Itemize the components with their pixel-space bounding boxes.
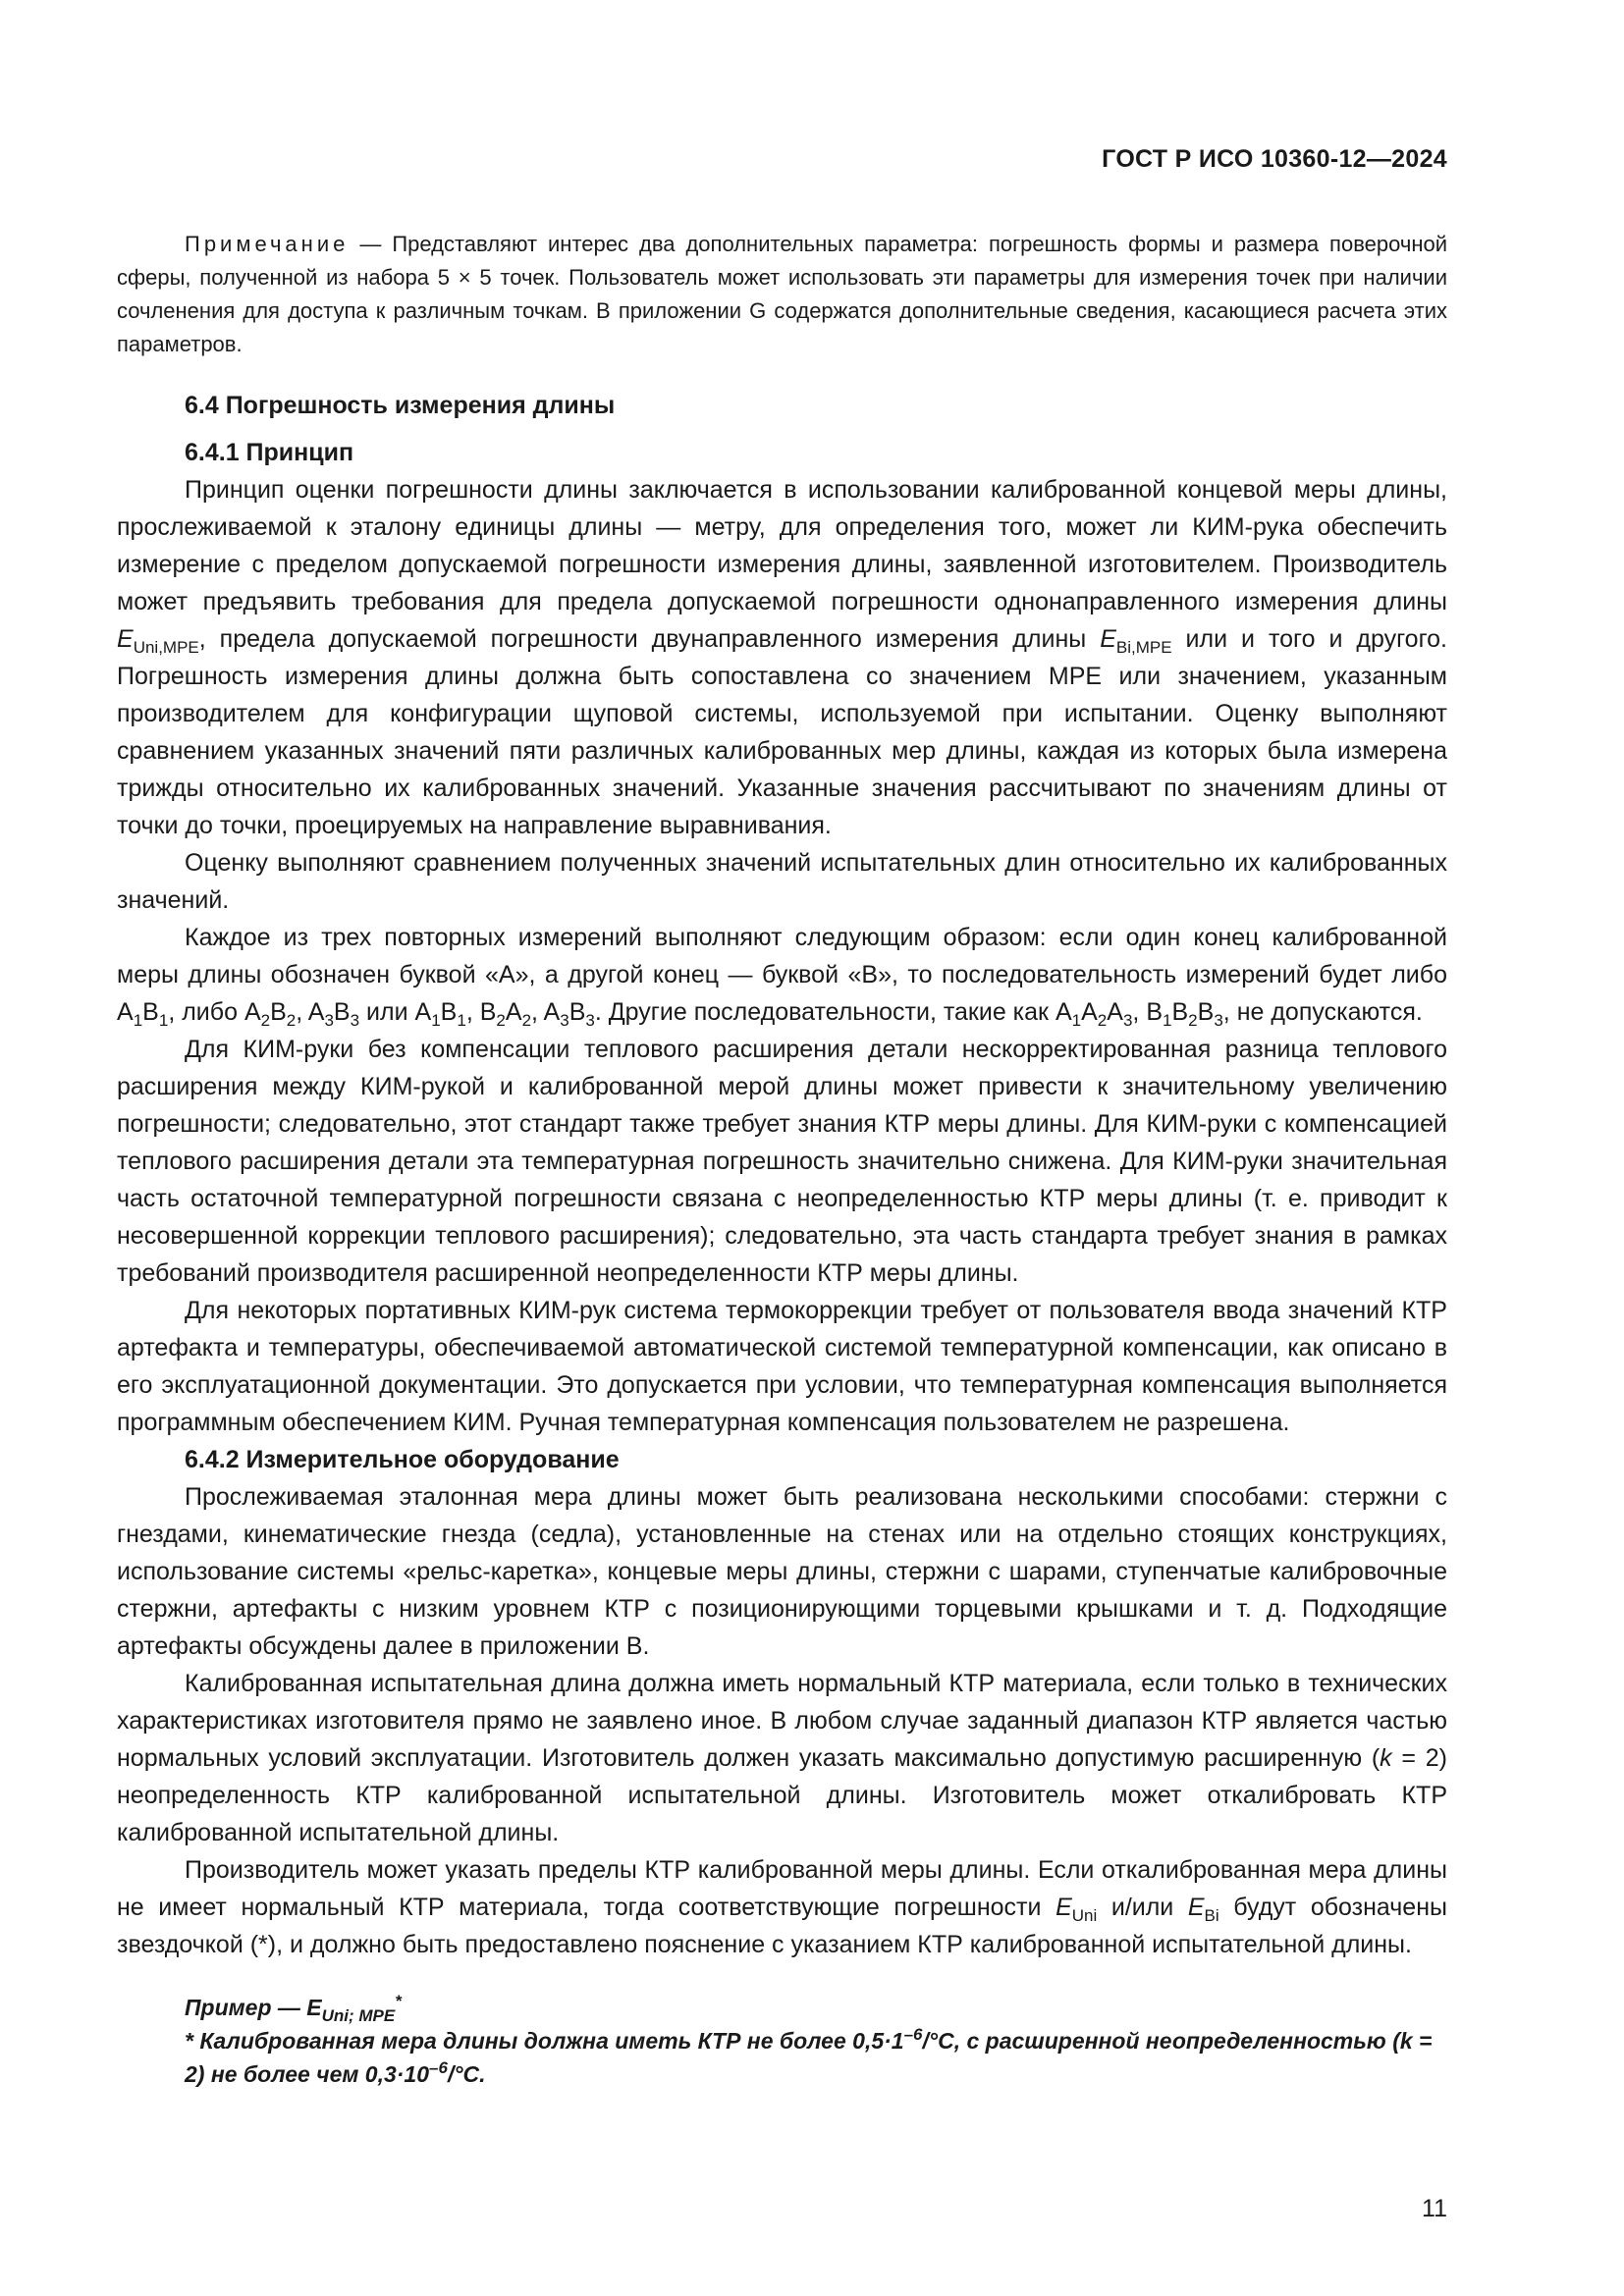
- text-run: . Другие последовательности, такие как: [594, 998, 1056, 1026]
- symbol-e-bi-mpe: [1100, 625, 1116, 653]
- text-run: будут обозначены звездочкой (*), и должно быть предоставлено пояснение с указанием КТР калиброванной испытательной длины.: [117, 1894, 1447, 1958]
- symbol-subscript: Uni: [1071, 1906, 1098, 1925]
- example-label-subscript: Uni; MPE: [321, 2006, 396, 2025]
- text-run: , либо: [168, 998, 244, 1026]
- example-block: [117, 1991, 1447, 2091]
- section-6-4-title: 6.4 Погрешность измерения длины: [185, 392, 616, 419]
- symbol-subscript: Bi: [1204, 1906, 1219, 1925]
- text-run: Калиброванная испытательная длина должна иметь нормальный КТР материала, если только в технических характеристиках изготовителя прямо не заявлено иное. В любом случае заданный диапазон КТР является частью нормальных условий эксплуатации. Изготовитель должен указать максимально допустимую расширенную (: [117, 1670, 1447, 1772]
- example-label: [117, 1991, 1447, 2024]
- sequence-label: $A_3B_3$: [543, 998, 595, 1030]
- symbol-letter: E: [1056, 1894, 1072, 1921]
- example-label-superscript: *: [395, 1992, 402, 2010]
- section-6-4-2-title: 6.4.2 Измерительное оборудование: [185, 1446, 620, 1473]
- example-text-run: /°C.: [447, 2061, 486, 2087]
- symbol-subscript: Bi,MPE: [1115, 638, 1172, 657]
- principle-paragraph-1: [117, 471, 1447, 844]
- note-label: Примечание: [185, 232, 350, 256]
- example-exponent: –6: [429, 2058, 448, 2077]
- sequence-label: $B_1B_2B_3$: [1146, 998, 1223, 1030]
- example-exponent: –6: [903, 2025, 923, 2044]
- text-run: ,: [1132, 998, 1147, 1026]
- text-run: или: [359, 998, 415, 1026]
- sequence-label: $A_3B_3$: [307, 998, 360, 1030]
- page-number: 11: [1422, 2195, 1447, 2222]
- symbol-letter: E: [1100, 625, 1116, 653]
- equipment-paragraph-1: Прослеживаемая эталонная мера длины может быть реализована несколькими способами: стержни с гнездами, кинематические гнезда (седла), установленные на стенах или на отдельно стоящих конструкциях, использование системы «рельс-каретка», концевые меры длины, стержни с шарами, ступенчатые калибровочные стержни, артефакты с низким уровнем КТР с позиционирующими торцевыми крышками и т. д. Подходящие артефакты обсуждены далее в приложении B.: [117, 1483, 1447, 1660]
- note-dash: —: [349, 232, 393, 256]
- text-run: ,: [296, 998, 308, 1026]
- symbol-letter: E: [1187, 1894, 1205, 1921]
- equipment-paragraph-2: [117, 1665, 1447, 1851]
- text-run: , предела допускаемой погрешности двунаправленного измерения длины: [198, 625, 1101, 653]
- example-text-run: * Калиброванная мера длины должна иметь КТР не более 0,5·1: [185, 2028, 904, 2054]
- principle-paragraph-3: [117, 919, 1447, 1031]
- sequence-label: $A_1A_2A_3$: [1055, 998, 1133, 1030]
- principle-paragraph-4: Для КИМ-руки без компенсации теплового расширения детали нескорректированная разница теплового расширения между КИМ-рукой и калиброванной мерой длины может привести к значительному увеличению погрешности; следовательно, этот стандарт также требует знания КТР меры длины. Для КИМ-руки с компенсацией теплового расширения детали эта температурная погрешность значительно снижена. Для КИМ-руки значительная часть остаточной температурной погрешности связана с неопределенностью КТР меры длины (т. е. приводит к несовершенной коррекции теплового расширения); следовательно, эта часть стандарта требует знания в рамках требований производителя расширенной неопределенности КТР меры длины.: [117, 1036, 1447, 1287]
- equipment-paragraph-3: [117, 1851, 1447, 1963]
- text-run: , не допускаются.: [1222, 998, 1423, 1026]
- sequence-label: $A_2B_2$: [244, 998, 297, 1030]
- section-6-4-1-title: 6.4.1 Принцип: [185, 439, 354, 466]
- example-text: [117, 2024, 1447, 2091]
- sequence-label: $A_1B_1$: [117, 998, 169, 1030]
- page-body: [117, 228, 1447, 2091]
- text-run: или и того и другого. Погрешность измерения длины должна быть сопоставлена со значением MPE или значением, указанным производителем для конфигурации щуповой системы, используемой при испытании. Оценку выполняют сравнением указанных значений пяти различных калиброванных мер длины, каждая из которых была измерена трижды относительно их калиброванных значений. Указанные значения рассчитывают по значениям длины от точки до точки, проецируемых на направление выравнивания.: [117, 625, 1447, 839]
- symbol-subscript: Uni,MPE: [133, 638, 199, 657]
- example-text-run: /°C, с расширенной неопределенностью (k = 2) не более чем 0,3·10: [185, 2028, 1433, 2087]
- symbol-e-uni-mpe: [117, 625, 134, 653]
- example-label-text: Пример — E: [185, 1995, 322, 2020]
- principle-paragraph-5: Для некоторых портативных КИМ-рук система термокоррекции требует от пользователя ввода значений КТР артефакта и температуры, обеспечиваемой автоматической системой температурной компенсации, как описано в его эксплуатационной документации. Это допускается при условии, что температурная компенсация выполняется программным обеспечением КИМ. Ручная температурная компенсация пользователем не разрешена.: [117, 1297, 1447, 1436]
- note-paragraph: [117, 228, 1447, 361]
- coverage-factor-symbol: k: [1380, 1744, 1392, 1772]
- symbol-letter: E: [117, 625, 134, 653]
- principle-paragraph-2: Оценку выполняют сравнением полученных значений испытательных длин относительно их калиброванных значений.: [117, 849, 1447, 914]
- symbol-e-bi: [1188, 1894, 1205, 1921]
- text-run: Принцип оценки погрешности длины заключается в использовании калиброванной концевой меры длины, прослеживаемой к эталону единицы длины — метру, для определения того, может ли КИМ-рука обеспечить измерение с пределом допускаемой погрешности измерения длины, заявленной изготовителем. Производитель может предъявить требования для предела допускаемой погрешности однонаправленного измерения длины: [117, 476, 1447, 615]
- text-run: = 2) неопределенность КТР калиброванной испытательной длины. Изготовитель может откалибровать КТР калиброванной испытательной длины.: [117, 1744, 1447, 1846]
- text-run: ,: [531, 998, 544, 1026]
- sequence-label: $B_2A_2$: [479, 998, 532, 1030]
- text-run: ,: [465, 998, 480, 1026]
- text-run: Производитель может указать пределы КТР калиброванной меры длины. Если откалиброванная мера длины не имеет нормальный КТР материала, тогда соответствующие погрешности: [117, 1856, 1447, 1921]
- document-code-header: ГОСТ Р ИСО 10360-12—2024: [1102, 145, 1447, 173]
- text-run: и/или: [1097, 1894, 1188, 1921]
- symbol-e-uni: [1056, 1894, 1072, 1921]
- sequence-label: $A_1B_1$: [414, 998, 466, 1030]
- text-run: Каждое из трех повторных измерений выполняют следующим образом: если один конец калиброванной меры длины обозначен буквой «A», а другой конец — буквой «B», то последовательность измерений будет либо: [117, 924, 1447, 988]
- note-text: Представляют интерес два дополнительных параметра: погрешность формы и размера поверочной сферы, полученной из набора 5 × 5 точек. Пользователь может использовать эти параметры для измерения точек при наличии сочленения для доступа к различным точкам. В приложении G содержатся дополнительные сведения, касающиеся расчета этих параметров.: [117, 232, 1447, 356]
